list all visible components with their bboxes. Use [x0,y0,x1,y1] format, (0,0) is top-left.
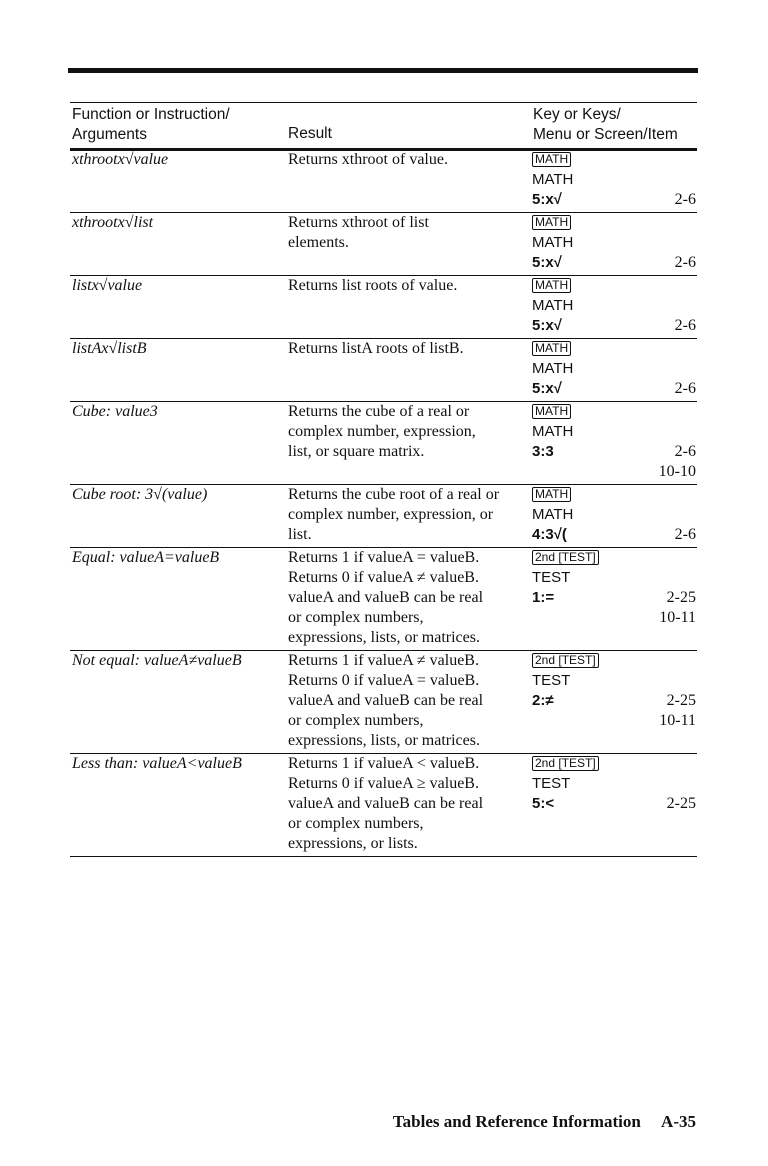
result-line: or complex numbers, [288,609,424,626]
menu-item: 2:≠ [532,692,554,709]
function-text: listx√value [72,277,143,294]
key-sequence: 2nd [TEST] [532,756,599,771]
function-text: Cube root: 3√(value) [72,486,208,503]
menu-name: TEST [532,672,571,689]
key-sequence: MATH [532,341,571,356]
function-cell [72,651,282,671]
result-line: or complex numbers, [288,815,424,832]
keys-line [532,296,697,316]
page-ref-cell [610,588,696,628]
menu-item: 5:x√ [532,191,562,208]
keys-line [532,754,697,774]
result-line: Returns 0 if valueA = valueB. [288,672,480,689]
result-line: Returns list roots of value. [288,277,458,294]
page-ref: 2-6 [674,254,696,271]
key-sequence: MATH [532,404,571,419]
page-ref: 10-11 [659,712,696,729]
result-line: valueA and valueB can be real [288,795,484,812]
result-cell [288,754,528,854]
page-ref: 2-25 [666,692,696,709]
page-ref-cell [610,316,696,336]
page-ref-cell [610,525,696,545]
key-sequence: MATH [532,152,571,167]
result-line: Returns 1 if valueA = valueB. [288,549,480,566]
page-ref-cell [610,379,696,399]
table-header [70,102,697,151]
keys-line [532,774,697,794]
result-line: or complex numbers, [288,712,424,729]
result-line: list. [288,526,312,543]
page-ref-cell [610,190,696,210]
header-keys-line1: Key or Keys/ [533,106,621,123]
keys-line [532,339,697,359]
function-table [70,150,697,857]
result-line: valueA and valueB can be real [288,589,484,606]
page-ref: 2-25 [666,589,696,606]
menu-item: 5:x√ [532,380,562,397]
header-result: Result [288,125,332,142]
result-line: Returns 0 if valueA ≥ valueB. [288,775,479,792]
table-row [70,150,697,213]
page-ref: 2-6 [674,380,696,397]
table-row [70,485,697,548]
result-line: expressions, or lists. [288,835,418,852]
result-line: Returns the cube of a real or [288,403,470,420]
keys-line [532,651,697,671]
menu-name: MATH [532,506,574,523]
result-cell [288,402,528,462]
result-line: expressions, lists, or matrices. [288,732,480,749]
page-ref: 2-25 [666,795,696,812]
keys-line [532,485,697,505]
result-line: expressions, lists, or matrices. [288,629,480,646]
result-cell [288,548,528,648]
keys-line [532,276,697,296]
function-text: listAx√listB [72,340,147,357]
result-line: complex number, expression, or [288,506,494,523]
key-sequence: MATH [532,487,571,502]
result-line: Returns listA roots of listB. [288,340,464,357]
page-ref-cell [610,794,696,814]
table-row [70,651,697,754]
result-line: list, or square matrix. [288,443,425,460]
key-sequence: 2nd [TEST] [532,653,599,668]
keys-line [532,548,697,568]
result-line: Returns xthroot of value. [288,151,448,168]
menu-name: MATH [532,360,574,377]
key-sequence: 2nd [TEST] [532,550,599,565]
menu-name: TEST [532,569,571,586]
keys-line [532,505,697,525]
function-cell [72,150,282,170]
function-cell [72,213,282,233]
key-sequence: MATH [532,215,571,230]
page-ref: 2-6 [674,526,696,543]
function-text: Equal: valueA=valueB [72,549,220,566]
page-ref: 2-6 [674,317,696,334]
result-line: complex number, expression, [288,423,476,440]
function-text: xthrootx√value [72,151,169,168]
menu-item: 4:3√( [532,526,567,543]
table-row [70,754,697,857]
keys-line [532,359,697,379]
menu-name: MATH [532,297,574,314]
page-ref-cell [610,691,696,731]
result-line: valueA and valueB can be real [288,692,484,709]
function-cell [72,402,282,422]
page-ref-cell [610,442,696,482]
result-line: Returns 0 if valueA ≠ valueB. [288,569,479,586]
header-keys-line2: Menu or Screen/Item [533,126,678,143]
menu-item: 5:< [532,795,555,812]
result-cell [288,150,528,170]
page-ref: 10-11 [659,609,696,626]
top-rule [68,68,698,73]
keys-line [532,422,697,442]
result-cell [288,485,528,545]
header-function [72,105,230,145]
result-line: Returns xthroot of list [288,214,429,231]
result-cell [288,213,528,253]
result-line: Returns 1 if valueA < valueB. [288,755,480,772]
keys-line [532,213,697,233]
menu-item: 5:x√ [532,254,562,271]
menu-name: MATH [532,423,574,440]
result-line: Returns the cube root of a real or [288,486,500,503]
menu-name: TEST [532,775,571,792]
keys-line [532,150,697,170]
menu-name: MATH [532,234,574,251]
keys-line [532,568,697,588]
header-function-line1: Function or Instruction/ [72,106,230,123]
function-text: Cube: value3 [72,403,158,420]
page-ref: 10-10 [658,463,696,480]
menu-item: 3:3 [532,443,554,460]
result-cell [288,651,528,751]
function-cell [72,485,282,505]
result-line: Returns 1 if valueA ≠ valueB. [288,652,479,669]
keys-line [532,402,697,422]
table-row [70,276,697,339]
table-row [70,548,697,651]
page-footer [393,1112,696,1132]
function-text: Less than: valueA<valueB [72,755,242,772]
result-line: elements. [288,234,349,251]
function-cell [72,548,282,568]
function-text: xthrootx√list [72,214,154,231]
function-text: Not equal: valueA≠valueB [72,652,242,669]
menu-item: 5:x√ [532,317,562,334]
keys-line [532,671,697,691]
table-row [70,339,697,402]
table-row [70,213,697,276]
key-sequence: MATH [532,278,571,293]
keys-line [532,233,697,253]
page-ref: 2-6 [674,443,696,460]
function-cell [72,754,282,774]
menu-item: 1:= [532,589,555,606]
function-cell [72,276,282,296]
header-keys [533,105,678,145]
function-cell [72,339,282,359]
page-ref-cell [610,253,696,273]
footer-section-title: Tables and Reference Information [392,1112,641,1131]
footer-page-number: A-35 [661,1112,696,1131]
menu-name: MATH [532,171,574,188]
page-ref: 2-6 [674,191,696,208]
keys-line [532,170,697,190]
result-cell [288,276,528,296]
result-cell [288,339,528,359]
header-function-line2: Arguments [72,126,147,143]
table-row [70,402,697,485]
